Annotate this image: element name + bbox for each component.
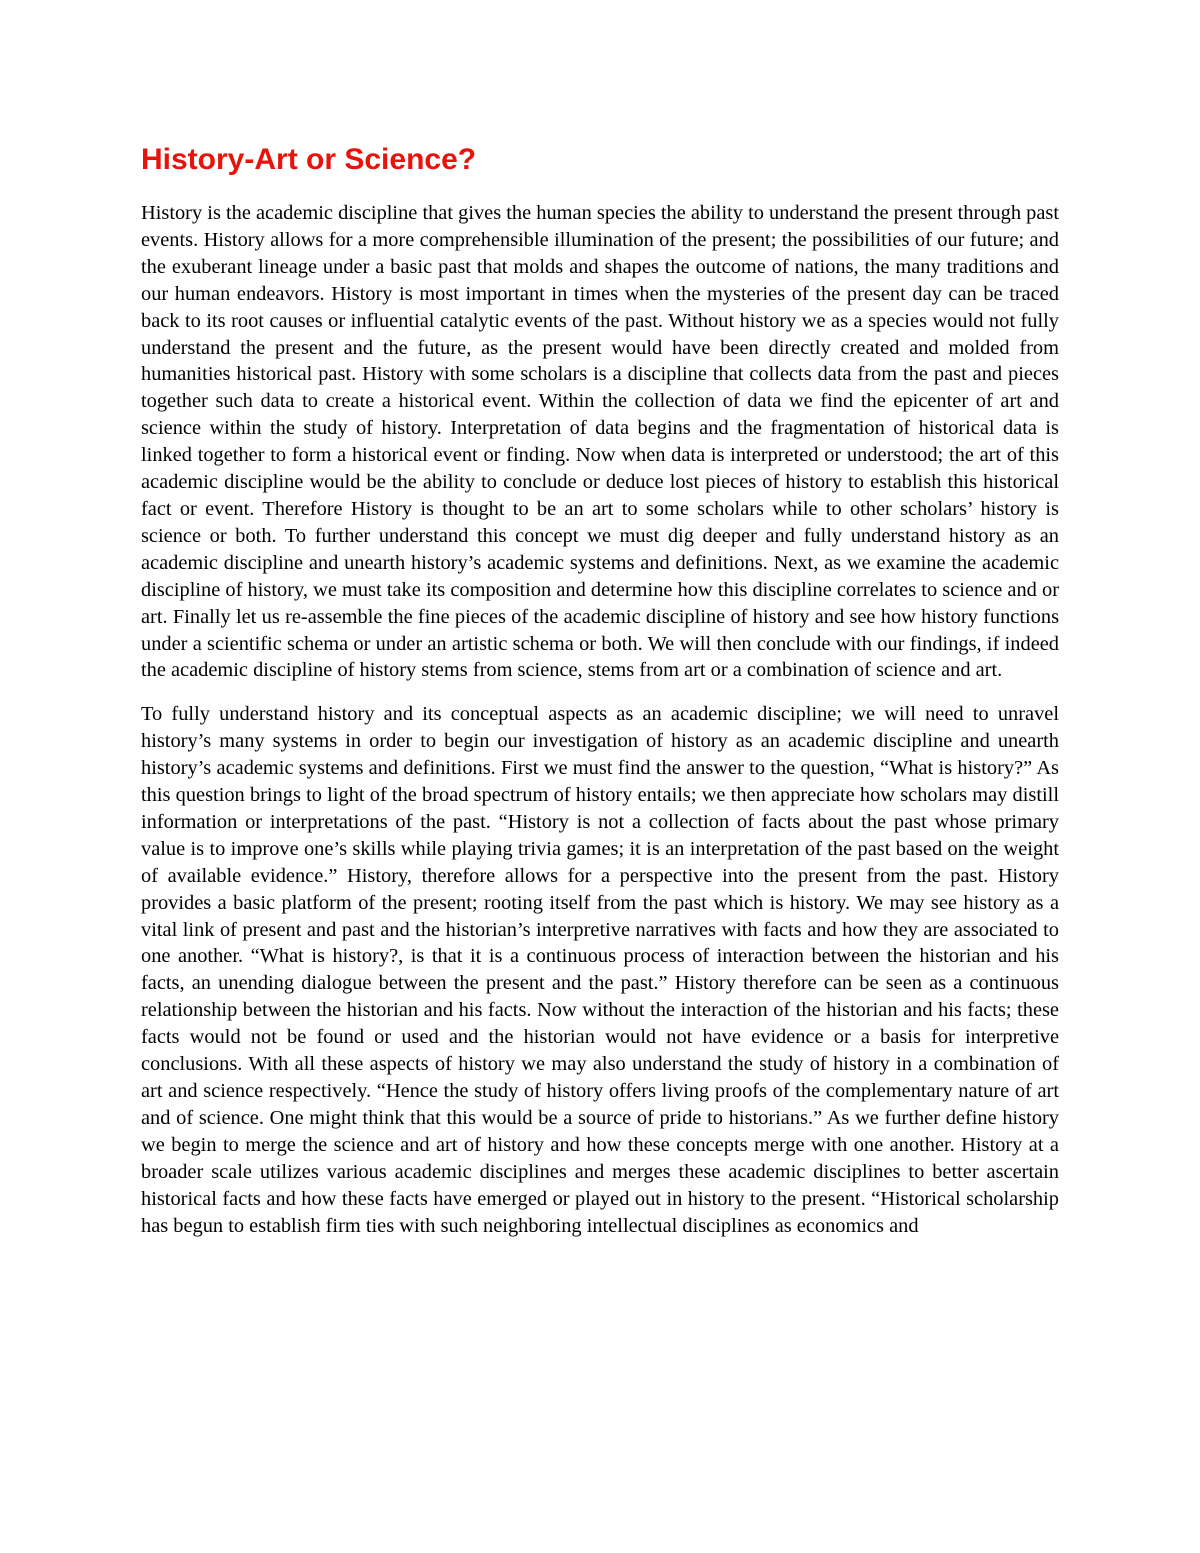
paragraph-1: History is the academic discipline that gives the human species the ability to understand the present through past events. History allows for a more comprehensible illumination of the present; the possibilities of our future; and the exuberant lineage under a basic past that molds and shapes the outcome of nations, the many traditions and our human endeavors. History is most important in times when the mysteries of the present day can be traced back to its root causes or influential catalytic events of the past. Without history we as a species would not fully understand the present and the future, as the present would have been directly created and molded from humanities historical past. History with some scholars is a discipline that collects data from the past and pieces together such data to create a historical event. Within the collection of data we find the epicenter of art and science within the study of history. Interpretation of data begins and the fragmentation of historical data is linked together to form a historical event or finding. Now when data is interpreted or understood; the art of this academic discipline would be the ability to conclude or deduce lost pieces of history to establish this historical fact or event. Therefore History is thought to be an art to some scholars while to other scholars’ history is science or both. To further understand this concept we must dig deeper and fully understand history as an academic discipline and unearth history’s academic systems and definitions. Next, as we examine the academic discipline of history, we must take its composition and determine how this discipline correlates to science and or art. Finally let us re-assemble the fine pieces of the academic discipline of history and see how history functions under a scientific schema or under an artistic schema or both. We will then conclude with our findings, if indeed the academic discipline of history stems from science, stems from art or a combination of science and art.: [141, 202, 1059, 682]
paragraph-2: To fully understand history and its conceptual aspects as an academic discipline; we will need to unravel history’s many systems in order to begin our investigation of history as an academic discipline and unearth history’s academic systems and definitions. First we must find the answer to the question, “What is history?” As this question brings to light of the broad spectrum of history entails; we then appreciate how scholars may distill information or interpretations of the past. “History is not a collection of facts about the past whose primary value is to improve one’s skills while playing trivia games; it is an interpretation of the past based on the weight of available evidence.” History, therefore allows for a perspective into the present from the past. History provides a basic platform of the present; rooting itself from the past which is history. We may see history as a vital link of present and past and the historian’s interpretive narratives with facts and how they are associated to one another. “What is history?, is that it is a continuous process of interaction between the historian and his facts, an unending dialogue between the present and the past.” History therefore can be seen as a continuous relationship between the historian and his facts. Now without the interaction of the historian and his facts; these facts would not be found or used and the historian would not have evidence or a basis for interpretive conclusions. With all these aspects of history we may also understand the study of history in a combination of art and science respectively. “Hence the study of history offers living proofs of the complementary nature of art and of science. One might think that this would be a source of pride to historians.” As we further define history we begin to merge the science and art of history and how these concepts merge with one another. History at a broader scale utilizes various academic disciplines and merges these academic disciplines to better ascertain historical facts and how these facts have emerged or played out in history to the present. “Historical scholarship has begun to establish firm ties with such neighboring intellectual disciplines as economics and: [141, 703, 1059, 1237]
document-page: [141, 140, 1059, 1256]
document-title: History-Art or Science?: [141, 143, 477, 176]
